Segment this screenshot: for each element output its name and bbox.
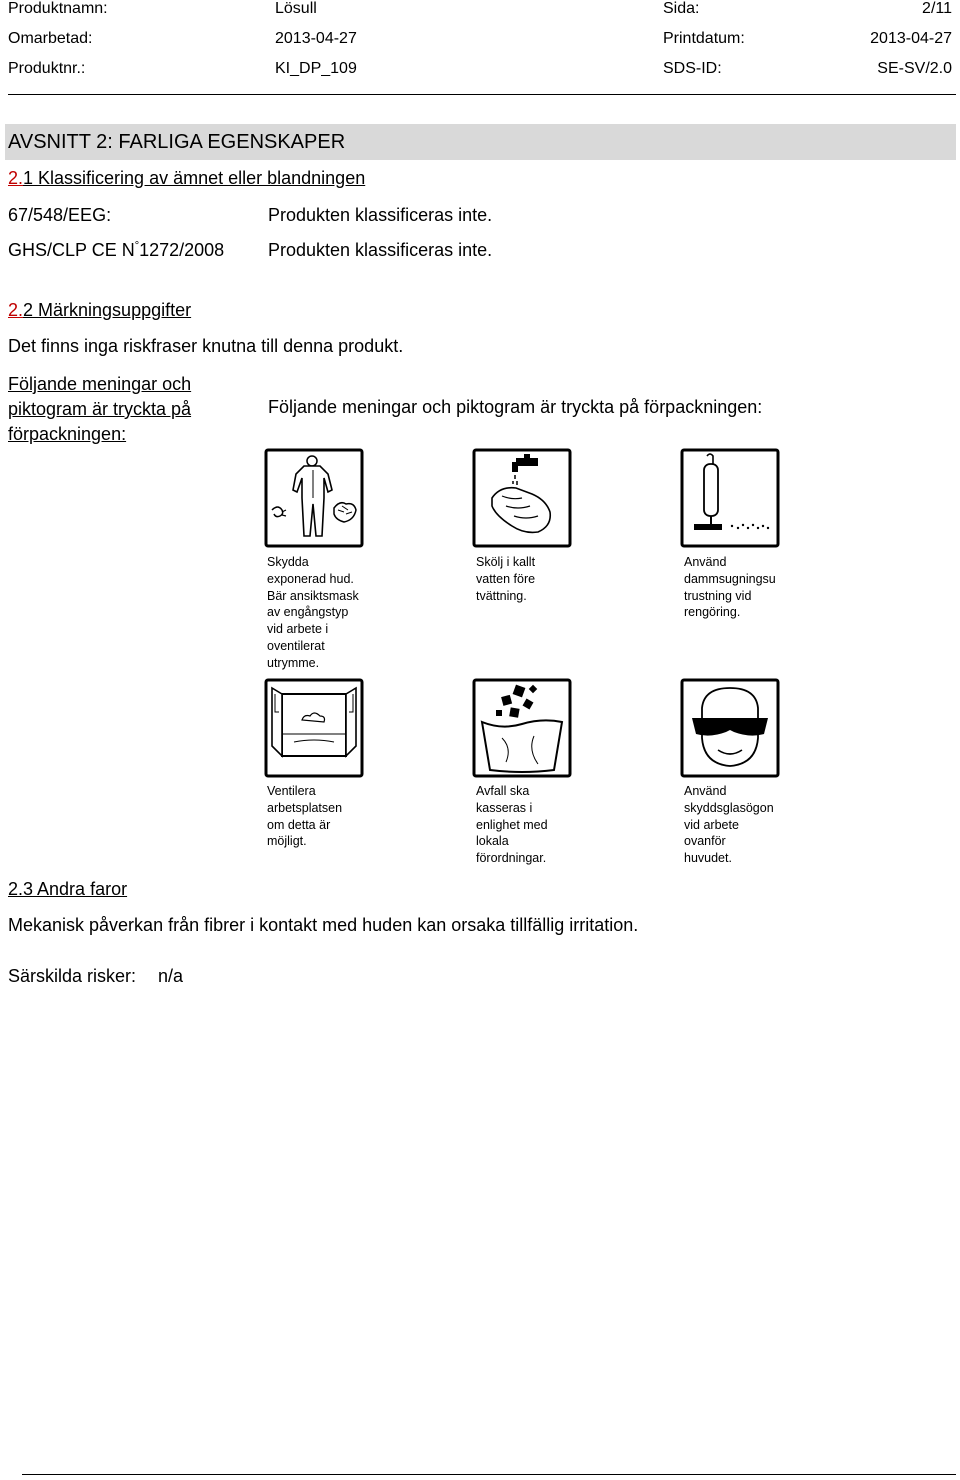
subsection-2-2-number: 2.: [8, 300, 24, 320]
caption-line: huvudet.: [684, 851, 732, 866]
footer-divider: [22, 1474, 956, 1475]
sds-id-value: SE-SV/2.0: [877, 60, 952, 77]
special-risks-value: n/a: [158, 966, 184, 986]
classification-label-clp: [8, 240, 224, 261]
header-divider: [8, 94, 956, 95]
caption-line: kasseras i: [476, 800, 533, 815]
caption-line: utrymme.: [267, 655, 320, 670]
caption-line: dammsugningsu: [684, 571, 776, 586]
revised-date: 2013-04-27: [275, 30, 357, 47]
pictogram-caption-vacuum-cleaner: [684, 554, 794, 621]
caption-line: arbetsplatsen: [267, 800, 343, 815]
classification-value-eeg: Produkten klassificeras inte.: [268, 205, 493, 225]
sds-id-label: SDS-ID:: [663, 60, 722, 77]
pictogram-label: [8, 372, 191, 447]
classification-value-clp: Produkten klassificeras inte.: [268, 240, 493, 260]
caption-line: rengöring.: [684, 605, 741, 620]
subsection-2-1-heading: [8, 168, 365, 189]
pictogram-caption-open-window: [267, 783, 377, 850]
pictogram-caption-waste-bag: [476, 783, 586, 867]
pictogram-intro-text: Följande meningar och piktogram är tryckta på förpackningen:: [268, 397, 763, 417]
pictogram-caption-protective-suit: [267, 554, 377, 672]
caption-line: exponerad hud.: [267, 571, 354, 586]
caption-line: lokala: [476, 834, 509, 849]
section-title: AVSNITT 2: FARLIGA EGENSKAPER: [8, 131, 346, 153]
page-number: 2/11: [922, 0, 952, 17]
caption-line: om detta är: [267, 817, 331, 832]
classification-label-eeg: 67/548/EEG:: [8, 205, 112, 225]
caption-line: vid arbete i: [267, 622, 329, 637]
other-hazards-text: Mekanisk påverkan från fibrer i kontakt med huden kan orsaka tillfällig irritation.: [8, 915, 639, 935]
pictogram-label-line-3: förpackningen:: [8, 424, 127, 444]
pictogram-vacuum-cleaner: [680, 448, 780, 548]
vacuum-cleaner-icon: [680, 448, 780, 548]
subsection-2-2-title: 2 Märkningsuppgifter: [23, 300, 192, 320]
special-risks-label: Särskilda risker:: [8, 966, 137, 986]
pictogram-label-line-1: Följande meningar och: [8, 374, 192, 394]
product-name-label: Produktnamn:: [8, 0, 108, 17]
clp-label-text: GHS/CLP CE N: [8, 240, 135, 260]
product-no-value: KI_DP_109: [275, 60, 357, 77]
page-label: Sida:: [663, 0, 700, 17]
pictogram-open-window: [264, 678, 364, 778]
caption-line: Använd: [684, 555, 727, 569]
no-risk-phrases: Det finns inga riskfraser knutna till denna produkt.: [8, 336, 404, 356]
pictogram-caption-safety-goggles: [684, 783, 794, 867]
caption-line: skyddsglasögon: [684, 800, 774, 815]
waste-bag-icon: [472, 678, 572, 778]
caption-line: Skydda: [267, 555, 309, 569]
subsection-2-2-heading: [8, 300, 191, 321]
caption-line: förordningar.: [476, 851, 547, 866]
subsection-2-3-heading: [8, 879, 127, 900]
caption-line: Använd: [684, 784, 727, 798]
pictogram-waste-bag: [472, 678, 572, 778]
open-window-icon: [264, 678, 364, 778]
pictogram-caption-wash-hands: [476, 554, 586, 604]
clp-label-number: 1272/2008: [139, 240, 225, 260]
caption-line: Bär ansiktsmask: [267, 588, 359, 603]
pictogram-safety-goggles: [680, 678, 780, 778]
caption-line: vid arbete: [684, 817, 739, 832]
subsection-2-3-title: 2.3 Andra faror: [8, 879, 128, 899]
print-date: 2013-04-27: [870, 30, 952, 47]
caption-line: enlighet med: [476, 817, 548, 832]
caption-line: möjligt.: [267, 834, 307, 849]
caption-line: oventilerat: [267, 638, 325, 653]
degree-sign: °: [134, 240, 140, 252]
caption-line: av engångstyp: [267, 605, 349, 620]
safety-goggles-icon: [680, 678, 780, 778]
caption-line: tvättning.: [476, 588, 527, 603]
protective-suit-icon: [264, 448, 364, 548]
print-date-label: Printdatum:: [663, 30, 745, 47]
caption-line: Avfall ska: [476, 784, 530, 798]
product-no-label: Produktnr.:: [8, 60, 86, 77]
pictogram-protective-suit: [264, 448, 364, 548]
product-name-value: Lösull: [275, 0, 317, 17]
pictogram-wash-hands: [472, 448, 572, 548]
revised-label: Omarbetad:: [8, 30, 93, 47]
caption-line: vatten före: [476, 571, 536, 586]
subsection-2-1-number: 2.: [8, 168, 24, 188]
pictogram-label-line-2: piktogram är tryckta på: [8, 399, 192, 419]
caption-line: Skölj i kallt: [476, 555, 536, 569]
caption-line: Ventilera: [267, 784, 316, 798]
caption-line: trustning vid: [684, 588, 752, 603]
subsection-2-1-title: 1 Klassificering av ämnet eller blandningen: [23, 168, 366, 188]
wash-hands-icon: [472, 448, 572, 548]
caption-line: ovanför: [684, 834, 726, 849]
